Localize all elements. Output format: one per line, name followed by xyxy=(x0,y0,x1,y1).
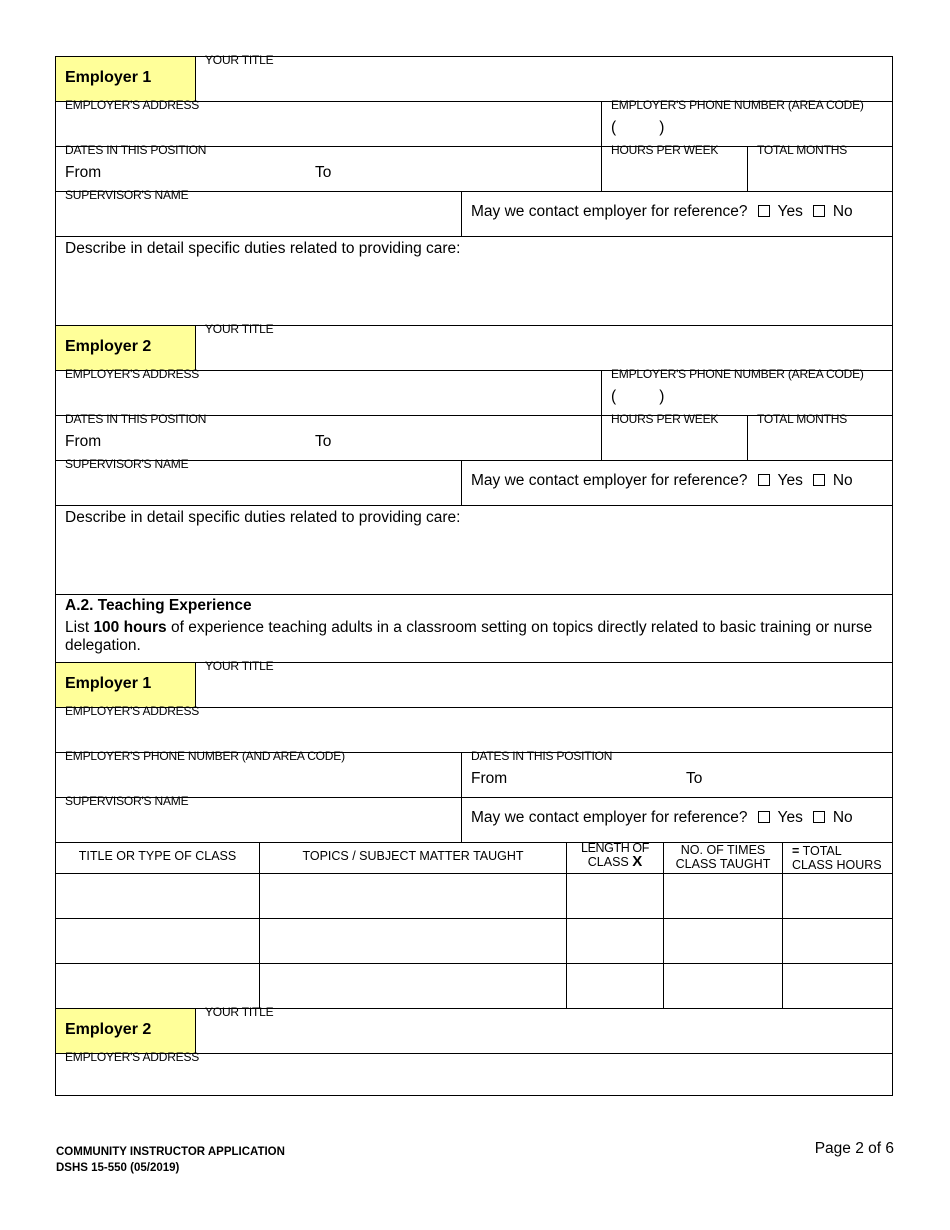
class-title-cell[interactable] xyxy=(56,874,259,918)
your-title-field[interactable]: YOUR TITLE xyxy=(205,53,274,67)
employer-1-title-row xyxy=(56,53,892,102)
supervisor-name-field[interactable]: SUPERVISOR'S NAME xyxy=(65,188,189,202)
class-table-header xyxy=(56,843,892,874)
times-taught-cell[interactable] xyxy=(663,919,782,963)
class-title-cell[interactable] xyxy=(56,919,259,963)
topics-cell[interactable] xyxy=(259,874,566,918)
employer-2-duties-row[interactable]: Describe in detail specific duties related to providing care: xyxy=(56,506,892,595)
employer-2-address-row xyxy=(56,367,892,416)
employer-2-supervisor-row xyxy=(56,457,892,506)
employer-1-duties-row[interactable]: Describe in detail specific duties related to providing care: xyxy=(56,237,892,326)
page-number: Page 2 of 6 xyxy=(814,1140,894,1157)
footer-form-number: DSHS 15-550 (05/2019) xyxy=(56,1162,180,1174)
total-hours-cell[interactable] xyxy=(782,874,892,918)
yes-checkbox[interactable] xyxy=(758,811,770,823)
topics-cell[interactable] xyxy=(259,919,566,963)
your-title-field[interactable]: YOUR TITLE xyxy=(205,1005,274,1019)
col-total-hours: = TOTAL CLASS HOURS xyxy=(782,843,892,873)
no-checkbox[interactable] xyxy=(813,811,825,823)
footer-form-name: COMMUNITY INSTRUCTOR APPLICATION xyxy=(56,1146,285,1158)
application-form xyxy=(55,53,893,1096)
teaching-employer-2-title-row xyxy=(56,1005,892,1054)
teaching-employer-1-supervisor-row xyxy=(56,794,892,843)
col-title-or-type: TITLE OR TYPE OF CLASS xyxy=(78,849,237,863)
employer-2-badge: Employer 2 xyxy=(56,1009,196,1053)
employer-phone-field[interactable]: EMPLOYER'S PHONE NUMBER (AREA CODE) ( ) xyxy=(601,371,892,415)
col-length: LENGTH OF CLASS X xyxy=(566,843,663,873)
footer-form-info xyxy=(56,1144,285,1176)
dates-in-position-field[interactable]: DATES IN THIS POSITION From To xyxy=(65,143,332,181)
total-months-field[interactable]: TOTAL MONTHS xyxy=(747,416,892,460)
total-months-field[interactable]: TOTAL MONTHS xyxy=(747,147,892,191)
section-a2-title: A.2. Teaching Experience xyxy=(65,597,252,614)
employer-1-dates-row xyxy=(56,143,892,192)
employer-2-title-row xyxy=(56,322,892,371)
dates-in-position-field[interactable]: DATES IN THIS POSITION From To xyxy=(65,412,332,450)
employer-phone-field[interactable]: EMPLOYER'S PHONE NUMBER (AREA CODE) ( ) xyxy=(601,102,892,146)
no-checkbox[interactable] xyxy=(813,474,825,486)
employer-1-badge: Employer 1 xyxy=(56,663,196,707)
dates-in-position-field[interactable]: DATES IN THIS POSITION From To xyxy=(461,753,892,797)
employer-address-field[interactable]: EMPLOYER'S ADDRESS xyxy=(65,98,200,112)
total-hours-cell[interactable] xyxy=(782,919,892,963)
class-table-row xyxy=(56,964,892,1009)
yes-checkbox[interactable] xyxy=(758,205,770,217)
supervisor-name-field[interactable]: SUPERVISOR'S NAME xyxy=(65,457,189,471)
employer-2-badge: Employer 2 xyxy=(56,326,196,370)
total-hours-cell[interactable] xyxy=(782,964,892,1008)
section-a2-intro: List 100 hours of experience teaching adults in a classroom setting on topics directly related to basic training or nurse delegation. xyxy=(65,619,873,654)
class-table-row xyxy=(56,919,892,964)
employer-1-address-row xyxy=(56,98,892,147)
times-taught-cell[interactable] xyxy=(663,874,782,918)
col-topics: TOPICS / SUBJECT MATTER TAUGHT xyxy=(259,843,566,873)
section-a2-header xyxy=(56,595,892,663)
contact-reference: May we contact employer for reference? Yes No xyxy=(461,798,892,842)
col-times-taught: NO. OF TIMES CLASS TAUGHT xyxy=(663,843,782,873)
length-cell[interactable] xyxy=(566,919,663,963)
topics-cell[interactable] xyxy=(259,964,566,1008)
hours-per-week-field[interactable]: HOURS PER WEEK xyxy=(601,147,747,191)
your-title-field[interactable]: YOUR TITLE xyxy=(205,322,274,336)
hours-per-week-field[interactable]: HOURS PER WEEK xyxy=(601,416,747,460)
employer-1-supervisor-row xyxy=(56,188,892,237)
contact-reference: May we contact employer for reference? Yes No xyxy=(461,461,892,505)
employer-phone-field[interactable]: EMPLOYER'S PHONE NUMBER (AND AREA CODE) xyxy=(65,749,345,763)
length-cell[interactable] xyxy=(566,964,663,1008)
length-cell[interactable] xyxy=(566,874,663,918)
teaching-employer-1-address-row[interactable]: EMPLOYER'S ADDRESS xyxy=(56,708,892,753)
class-table-row xyxy=(56,874,892,919)
contact-reference: May we contact employer for reference? Yes No xyxy=(461,192,892,236)
your-title-field[interactable]: YOUR TITLE xyxy=(205,659,274,673)
employer-address-field[interactable]: EMPLOYER'S ADDRESS xyxy=(65,367,200,381)
teaching-employer-1-phone-dates-row xyxy=(56,749,892,798)
teaching-employer-2-address-row[interactable]: EMPLOYER'S ADDRESS xyxy=(65,1050,200,1064)
yes-checkbox[interactable] xyxy=(758,474,770,486)
teaching-employer-1-title-row xyxy=(56,659,892,708)
supervisor-name-field[interactable]: SUPERVISOR'S NAME xyxy=(65,794,189,808)
times-taught-cell[interactable] xyxy=(663,964,782,1008)
no-checkbox[interactable] xyxy=(813,205,825,217)
employer-1-badge: Employer 1 xyxy=(56,57,196,101)
class-title-cell[interactable] xyxy=(56,964,259,1008)
employer-2-dates-row xyxy=(56,412,892,461)
